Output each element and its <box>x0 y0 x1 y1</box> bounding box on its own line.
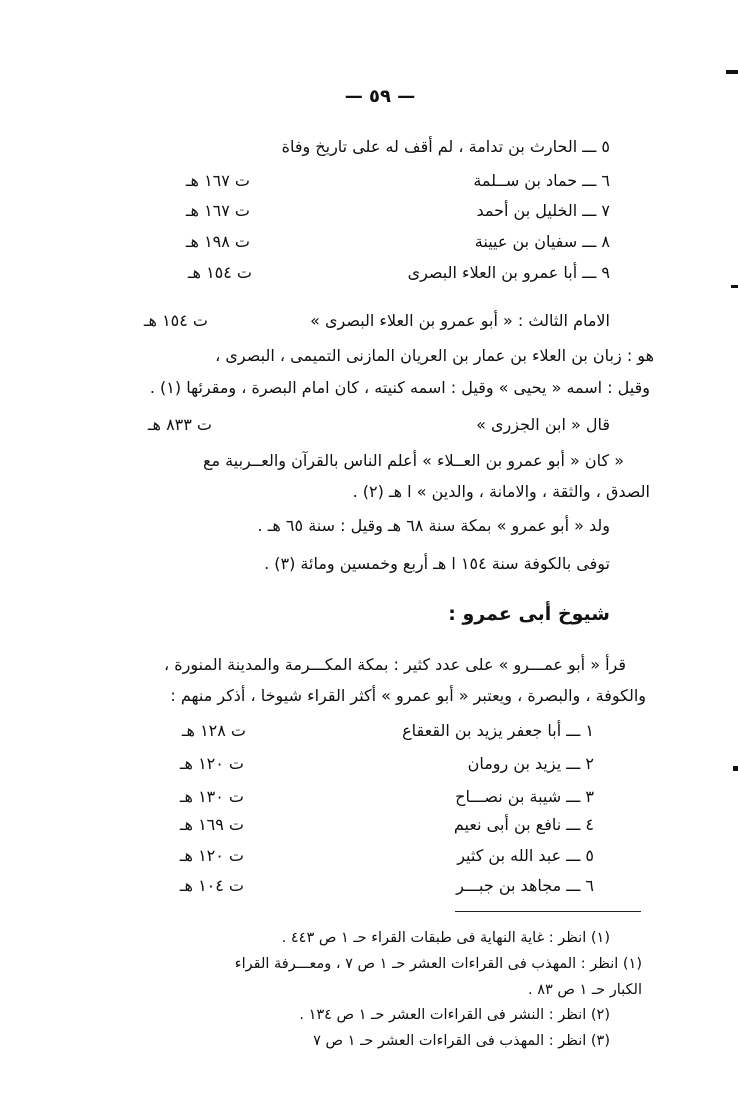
scan-mark-lower <box>733 766 738 771</box>
teacher-name: ٣ ـــ شيبة بن نصـــاح <box>455 787 594 806</box>
teacher-date: ت ١٣٠ هـ <box>179 787 244 806</box>
footnote: (٣) انظر : المهذب فى القراءات العشر حـ ١ ص ٧ <box>313 1033 610 1049</box>
died-line: توفى بالكوفة سنة ١٥٤ ا هـ أربع وخمسين ومائة (٣) . <box>264 554 610 573</box>
teacher-name: ٥ ـــ عبد الله بن كثير <box>457 846 594 865</box>
list-item-date: ت ١٦٧ هـ <box>185 201 250 220</box>
page-number: — ٥٩ — <box>344 86 416 107</box>
list-item-name: ٦ ـــ حماد بن ســلمة <box>473 171 610 190</box>
footnote-separator <box>455 911 641 912</box>
teacher-name: ١ ـــ أبا جعفر يزيد بن القعقاع <box>402 721 594 740</box>
teacher-date: ت ١٢٠ هـ <box>179 754 244 773</box>
bio-line: هو : زبان بن العلاء بن عمار بن العريان المازنى التميمى ، البصرى ، <box>215 346 654 365</box>
shuyukh-intro-line: قرأ « أبو عمـــرو » على عدد كثير : بمكة المكـــرمة والمدينة المنورة ، <box>164 655 626 674</box>
teacher-date: ت ١٢٨ هـ <box>181 721 246 740</box>
footnote: (١) انظر : المهذب فى القراءات العشر حـ ١ ص ٧ ، ومعـــرفة القراء <box>234 956 642 972</box>
teacher-name: ٢ ـــ يزيد بن رومان <box>467 754 594 773</box>
list-item-date: ت ١٦٧ هـ <box>185 171 250 190</box>
footnote: الكبار حـ ١ ص ٨٣ . <box>527 982 642 998</box>
list-item-name: ٩ ـــ أبا عمرو بن العلاء البصرى <box>407 263 610 282</box>
section-heading: شيوخ أبى عمرو : <box>448 603 610 625</box>
quote-intro: قال « ابن الجزرى » <box>476 415 610 434</box>
teacher-date: ت ١٢٠ هـ <box>179 846 244 865</box>
teacher-name: ٤ ـــ نافع بن أبى نعيم <box>453 815 594 834</box>
teacher-date: ت ١٠٤ هـ <box>179 876 244 895</box>
teacher-name: ٦ ـــ مجاهد بن جبـــر <box>456 876 594 895</box>
footnote: (٢) انظر : النشر فى القراءات العشر حـ ١ ص ١٣٤ . <box>299 1007 610 1023</box>
quote-line: الصدق ، والثقة ، والامانة ، والدين » ا هـ (٢) . <box>352 482 650 501</box>
scan-mark-top <box>726 70 738 74</box>
quote-line: « كان « أبو عمرو بن العــلاء » أعلم الناس بالقرآن والعــربية مع <box>203 451 624 470</box>
bio-line: وقيل : اسمه « يحيى » وقيل : اسمه كنيته ، كان امام البصرة ، ومقرئها (١) . <box>149 378 650 397</box>
imam-date: ت ١٥٤ هـ <box>143 311 208 330</box>
scan-mark-middle <box>731 285 738 288</box>
born-line: ولد « أبو عمرو » بمكة سنة ٦٨ هـ وقيل : سنة ٦٥ هـ . <box>257 516 610 535</box>
teacher-date: ت ١٦٩ هـ <box>179 815 244 834</box>
shuyukh-intro-line: والكوفة ، والبصرة ، ويعتبر « أبو عمرو » أكثر القراء شيوخا ، أذكر منهم : <box>170 686 646 705</box>
list-item-date: ت ١٥٤ هـ <box>187 263 252 282</box>
list-item-date: ت ١٩٨ هـ <box>185 232 250 251</box>
list-item-name: ٥ ـــ الحارث بن تدامة ، لم أقف له على تاريخ وفاة <box>281 137 610 156</box>
quote-date: ت ٨٣٣ هـ <box>147 415 212 434</box>
list-item-name: ٧ ـــ الخليل بن أحمد <box>476 201 610 220</box>
list-item-name: ٨ ـــ سفيان بن عيينة <box>474 232 610 251</box>
footnote: (١) انظر : غاية النهاية فى طبقات القراء حـ ١ ص ٤٤٣ . <box>281 930 610 946</box>
imam-title: الامام الثالث : « أبو عمرو بن العلاء البصرى » <box>310 311 610 330</box>
